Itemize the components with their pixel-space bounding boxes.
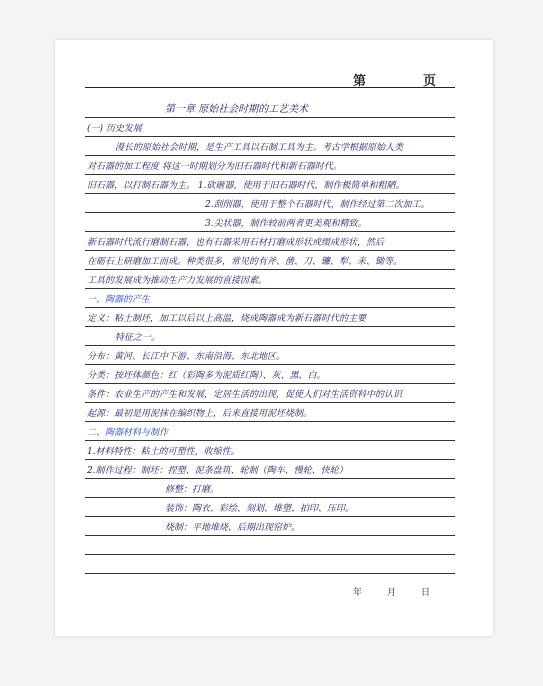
text-line: 1.材料特性：粘土的可塑性，收缩性。 (87, 447, 240, 457)
ruled-line (85, 364, 455, 365)
header-di: 第 (353, 74, 367, 89)
text-line: 条件：农业生产的产生和发展，定居生活的出现，促使人们对生活资料中的认识 (87, 390, 403, 400)
text-line: 修整：打磨。 (165, 485, 220, 495)
text-line: 特征之一。 (115, 333, 161, 343)
text-line: 定义：粘土制坯，加工以后以上高温，烧成陶器成为新石器时代的主要 (87, 314, 367, 324)
ruled-line (85, 269, 455, 270)
text-line: 分类：按坯体颜色：红（彩陶多为泥质红陶）、灰、黑、白。 (87, 371, 326, 381)
ruled-line (85, 250, 455, 251)
ruled-line (85, 402, 455, 403)
ruled-line (85, 573, 455, 574)
header-ye: 页 (423, 74, 437, 89)
ruled-line (85, 212, 455, 213)
ruled-line (85, 478, 455, 479)
footer-day: 日 (421, 588, 431, 598)
text-line: 2.刮削器，使用于整个石器时代，制作经过第二次加工。 (205, 200, 430, 210)
footer-year: 年 (353, 588, 363, 598)
text-line: 漫长的原始社会时期，是生产工具以石制工具为主。考古学根据原始人类 (115, 143, 404, 153)
text-line: 工具的发展成为推动生产力发展的直接因素。 (87, 276, 268, 286)
ruled-line (85, 516, 455, 517)
ruled-line (85, 497, 455, 498)
ruled-line (85, 421, 455, 422)
section-heading-pottery-origin: 一、陶器的产生 (87, 295, 151, 305)
text-line: 3.尖状器，制作较前两者更美观和精致。 (205, 219, 367, 229)
text-line: 旧石器，以打制石器为主。 1.砍砸器，使用于旧石器时代，制作极简单和粗陋。 (87, 181, 405, 191)
text-line: 新石器时代流行磨制石器，也有石器采用石材打磨成形状或缀成形状，然后 (87, 238, 385, 248)
ruled-line (85, 459, 455, 460)
ruled-line (85, 326, 455, 327)
notebook-page (55, 40, 493, 636)
ruled-line (85, 155, 455, 156)
text-line: 起源：最初是用泥抹在编织物上，后来直接用泥坯烧制。 (87, 409, 313, 419)
text-line: 在砺石上研磨加工而成。种类很多，常见的有斧、凿、刀、镰、犁、耒、锄等。 (87, 257, 403, 267)
section-heading-pottery-making: 二、陶器材料与制作 (87, 428, 169, 438)
chapter-title: 第一章 原始社会时期的工艺美术 (165, 104, 309, 115)
ruled-line (85, 345, 455, 346)
ruled-line (85, 136, 455, 137)
text-line: 2.制作过程：制坯：捏塑、泥条盘筑、轮制（陶车、慢轮、快轮） (87, 466, 348, 476)
text-line: 对石器的加工程度 将这一时期划分为旧石器时代和新石器时代。 (87, 162, 342, 172)
footer-month: 月 (387, 588, 397, 598)
ruled-line (85, 193, 455, 194)
ruled-line (85, 535, 455, 536)
text-line: 装饰：陶衣、彩绘、刻划、堆塑、拍印、压印。 (165, 504, 355, 514)
ruled-line (85, 554, 455, 555)
text-line: 分布：黄河、长江中下游、东南沿海、东北地区。 (87, 352, 286, 362)
ruled-line (85, 440, 455, 441)
ruled-line (85, 231, 455, 232)
text-line: 烧制：平地堆烧、后期出现窑炉。 (165, 523, 301, 533)
ruled-line (85, 117, 455, 118)
ruled-line (85, 174, 455, 175)
section-heading-history: (一) 历史发展 (87, 124, 142, 134)
ruled-line (85, 307, 455, 308)
header-rule (85, 87, 455, 88)
ruled-line (85, 288, 455, 289)
ruled-line (85, 383, 455, 384)
